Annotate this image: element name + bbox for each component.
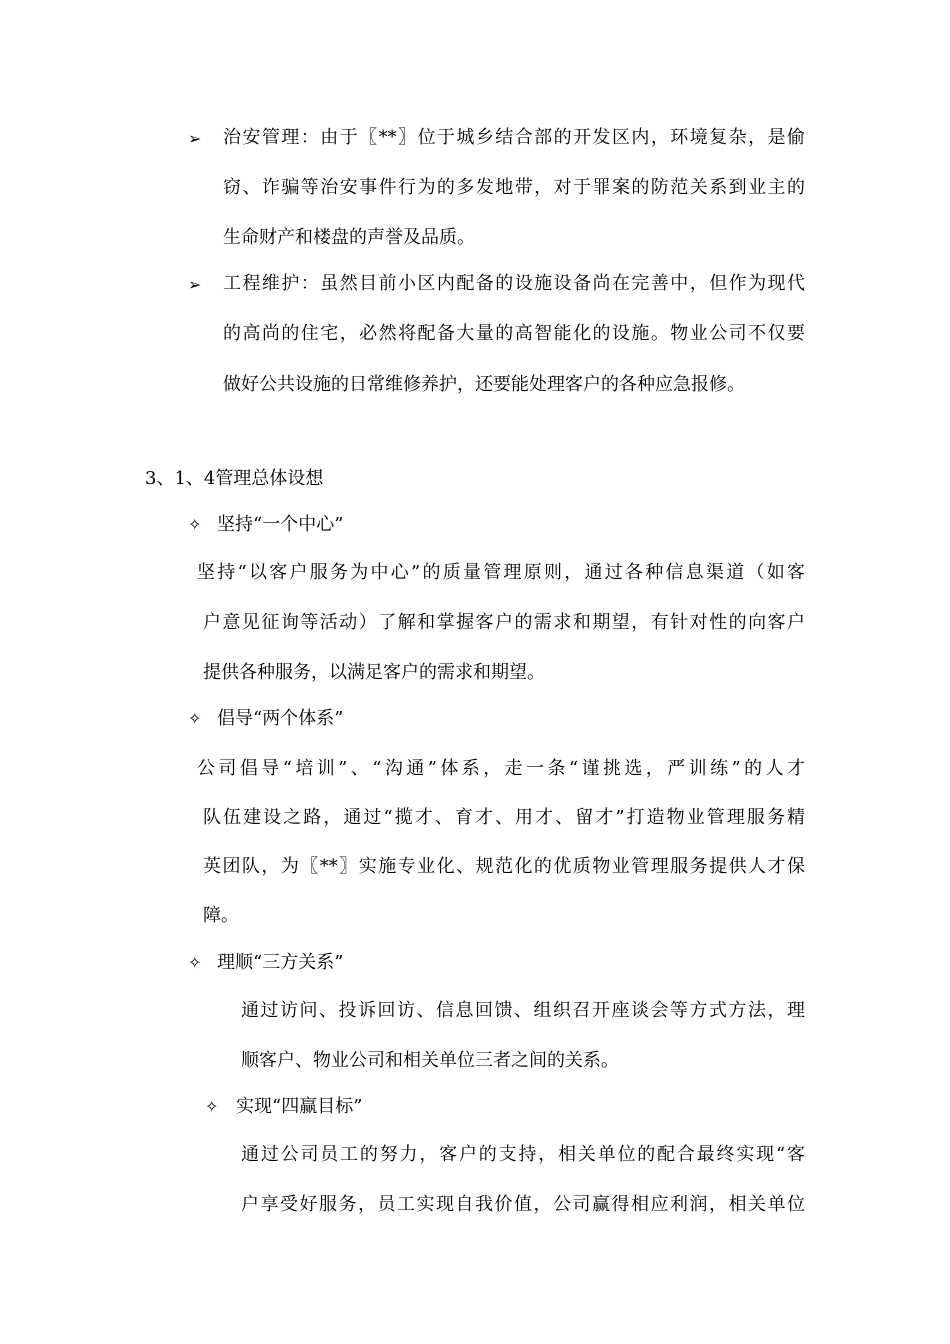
point4-line-1: 通过公司员工的努力，客户的支持，相关单位的配合最终实现“客 <box>241 1144 805 1165</box>
diamond-bullet-icon: ✧ <box>188 515 202 534</box>
point4-line-2: 户享受好服务，员工实现自我价值，公司赢得相应利润，相关单位 <box>241 1194 805 1215</box>
arrow-bullet-icon: ➢ <box>188 129 202 148</box>
item1-line-2: 窃、诈骗等治安事件行为的多发地带，对于罪案的防范关系到业主的 <box>223 177 805 198</box>
diamond-bullet-icon: ✧ <box>188 953 202 972</box>
point1-title: 坚持“一个中心” <box>217 514 344 535</box>
item2-line-2: 的高尚的住宅，必然将配备大量的高智能化的设施。物业公司不仅要 <box>223 323 805 344</box>
point4-title: 实现“四赢目标” <box>236 1096 363 1117</box>
item1-line-3: 生命财产和楼盘的声誉及品质。 <box>223 227 475 248</box>
item2-line-3: 做好公共设施的日常维修养护，还要能处理客户的各种应急报修。 <box>223 374 745 395</box>
diamond-bullet-icon: ✧ <box>188 709 202 728</box>
section-heading: 3、1、4管理总体设想 <box>145 468 324 489</box>
point2-line-1: 公司倡导“培训”、“沟通”体系，走一条“谨挑选，严训练”的人才 <box>197 758 805 779</box>
point1-line-3: 提供各种服务，以满足客户的需求和期望。 <box>203 662 545 683</box>
point1-line-1: 坚持“以客户服务为中心”的质量管理原则，通过各种信息渠道（如客 <box>197 562 805 583</box>
point3-title: 理顺“三方关系” <box>217 952 344 973</box>
point3-line-1: 通过访问、投诉回访、信息回馈、组织召开座谈会等方式方法，理 <box>241 1000 805 1021</box>
point2-title: 倡导“两个体系” <box>217 708 344 729</box>
item2-line-1: 工程维护：虽然目前小区内配备的设施设备尚在完善中，但作为现代 <box>223 273 805 294</box>
point1-line-2: 户意见征询等活动）了解和掌握客户的需求和期望，有针对性的向客户 <box>203 612 805 633</box>
point3-line-2: 顺客户、物业公司和相关单位三者之间的关系。 <box>241 1050 619 1071</box>
diamond-bullet-icon: ✧ <box>205 1097 219 1116</box>
point2-line-3: 英团队，为〖**〗实施专业化、规范化的优质物业管理服务提供人才保 <box>203 856 805 877</box>
point2-line-2: 队伍建设之路，通过“揽才、育才、用才、留才”打造物业管理服务精 <box>203 807 805 828</box>
arrow-bullet-icon: ➢ <box>188 275 202 294</box>
point2-line-4: 障。 <box>203 905 239 926</box>
item1-line-1: 治安管理：由于〖**〗位于城乡结合部的开发区内，环境复杂，是偷 <box>223 127 805 148</box>
